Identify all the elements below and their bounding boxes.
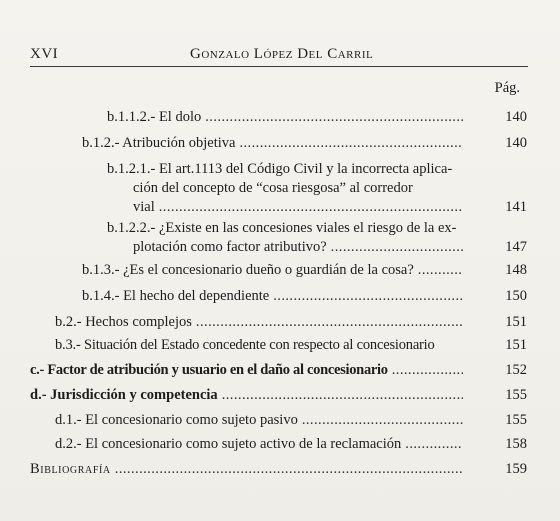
dot-leader (115, 460, 463, 479)
toc-entry-page: 150 (505, 288, 527, 304)
page-column-label: Pág. (494, 80, 520, 96)
toc-entry-bibliography (30, 460, 527, 479)
toc-entry-label: Bibliografía (30, 461, 111, 477)
toc-entry-b2 (55, 313, 527, 332)
toc-entry-b1-2-2 (107, 219, 527, 257)
toc-entry-line: ción del concepto de “cosa riesgosa” al corredor (133, 180, 413, 196)
toc-entry-page: 140 (505, 135, 527, 151)
header-page-number: XVI (30, 46, 59, 62)
dot-leader (222, 386, 463, 405)
toc-entry-d2 (55, 435, 527, 454)
running-header (30, 44, 528, 67)
toc-entry-label: vial (133, 199, 155, 215)
toc-entry-b1-2 (82, 134, 527, 153)
dot-leader (418, 261, 463, 280)
toc-entry-c (30, 361, 527, 380)
toc-entry-b1-2-1 (107, 160, 527, 217)
toc-entry-page: 155 (505, 412, 527, 428)
dot-leader (196, 313, 463, 332)
toc-entry-label: b.3.- Situación del Estado concedente con respecto al concesionario (55, 337, 435, 353)
toc-entry-label: d.- Jurisdicción y competencia (30, 387, 218, 403)
dot-leader (331, 238, 463, 257)
toc-entry-label: d.2.- El concesionario como sujeto activo de la reclamación (55, 436, 402, 452)
toc-entry-d (30, 386, 527, 405)
dot-leader (405, 435, 463, 454)
toc-entry-line: b.1.2.1.- El art.1113 del Código Civil y la incorrecta aplica- (107, 161, 453, 177)
toc-entry-label: b.1.2.- Atribución objetiva (82, 135, 236, 151)
toc-entry-label: d.1.- El concesionario como sujeto pasivo (55, 412, 298, 428)
toc-entry-page: 141 (505, 199, 527, 215)
toc-entry-label: b.2.- Hechos complejos (55, 314, 192, 330)
toc-entry-b1-4 (82, 287, 527, 306)
toc-entry-label: plotación como factor atributivo? (133, 239, 327, 255)
toc-entry-page: 155 (505, 387, 527, 403)
toc-entry-page: 151 (505, 314, 527, 330)
toc-entry-line: b.1.2.2.- ¿Existe en las concesiones viales el riesgo de la ex- (107, 220, 457, 236)
toc-entry-page: 159 (505, 461, 527, 477)
toc-entry-label: b.1.1.2.- El dolo (107, 109, 202, 125)
toc-entry-label: c.- Factor de atribución y usuario en el daño al concesionario (30, 362, 388, 378)
dot-leader (392, 361, 463, 380)
dot-leader (273, 287, 463, 306)
toc-entry-b1-1-2 (107, 108, 527, 127)
toc-entry-label: b.1.3.- ¿Es el concesionario dueño o guardián de la cosa? (82, 262, 414, 278)
toc-entry-page: 152 (505, 362, 527, 378)
toc-entry-b1-3 (82, 261, 527, 280)
dot-leader (159, 198, 463, 217)
toc-entry-page: 148 (505, 262, 527, 278)
toc-entry-d1 (55, 411, 527, 430)
header-author: Gonzalo López Del Carril (190, 46, 374, 62)
dot-leader (205, 108, 463, 127)
dot-leader (302, 411, 463, 430)
toc-entry-label: b.1.4.- El hecho del dependiente (82, 288, 270, 304)
toc-entry-page: 158 (505, 436, 527, 452)
dot-leader (239, 134, 463, 153)
toc-entry-page: 151 (505, 337, 527, 353)
toc-entry-page: 147 (505, 239, 527, 255)
toc-entry-b3 (55, 336, 527, 355)
toc-entry-page: 140 (505, 109, 527, 125)
